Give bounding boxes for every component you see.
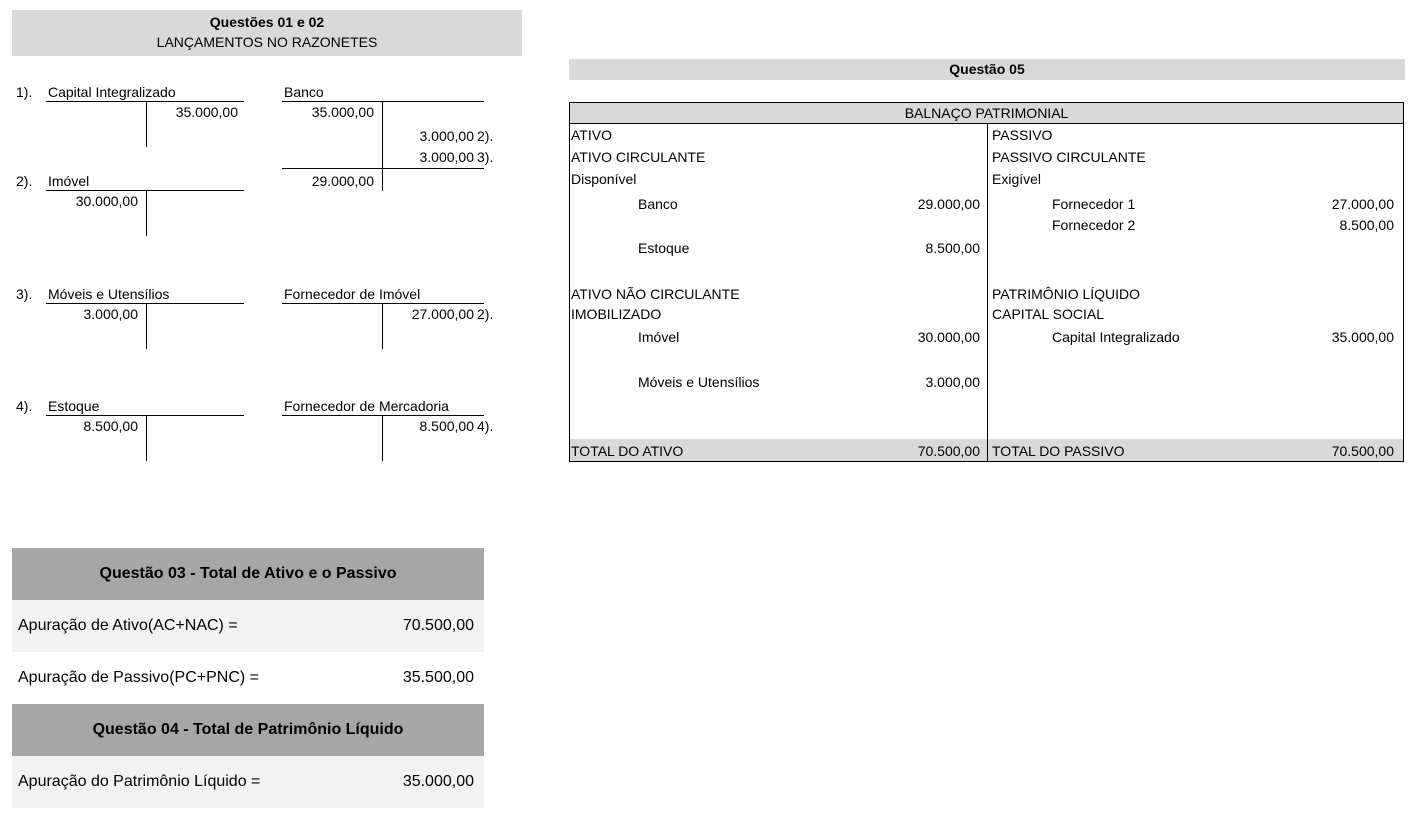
bs-estoque: Estoque — [638, 240, 690, 256]
taccount-banco-credit-2: 3.000,00 — [419, 149, 474, 165]
q03-passivo-label: Apuração de Passivo(PC+PNC) = — [18, 669, 259, 686]
taccount-estoque-divider — [146, 415, 147, 461]
q03-ativo-row — [12, 600, 484, 652]
bs-banco: Banco — [638, 196, 678, 212]
q03-passivo-row — [12, 652, 484, 704]
q04-header: Questão 04 - Total de Patrimônio Líquido — [12, 704, 484, 756]
bs-ativo-circulante: ATIVO CIRCULANTE — [571, 149, 706, 165]
q03-ativo-label: Apuração de Ativo(AC+NAC) = — [18, 617, 238, 634]
taccount-forn-merc-name: Fornecedor de Mercadoria — [284, 398, 449, 414]
bs-total-ativo-value: 70.500,00 — [917, 443, 980, 459]
taccount-imovel-divider — [146, 190, 147, 236]
bs-banco-value: 29.000,00 — [917, 196, 980, 212]
entry-number-2: 2). — [16, 173, 33, 189]
taccount-imovel-name: Imóvel — [48, 173, 90, 189]
taccount-moveis-line — [46, 303, 244, 304]
taccount-forn-imovel-divider — [382, 303, 383, 349]
bs-passivo-circulante: PASSIVO CIRCULANTE — [992, 149, 1146, 165]
taccount-banco-ref-2: 3). — [477, 149, 494, 165]
bs-capital-integralizado: Capital Integralizado — [1052, 329, 1180, 345]
bs-fornecedor-1-value: 27.000,00 — [1331, 196, 1394, 212]
bs-fornecedor-1: Fornecedor 1 — [1052, 196, 1136, 212]
q05-header: Questão 05 — [569, 59, 1405, 80]
bs-total-passivo: TOTAL DO PASSIVO — [992, 443, 1125, 459]
taccount-forn-imovel-name: Fornecedor de Imóvel — [284, 286, 421, 302]
taccount-forn-imovel-credit: 27.000,00 — [411, 306, 474, 322]
bs-ativo: ATIVO — [571, 127, 612, 143]
bs-exigivel: Exigível — [992, 171, 1042, 187]
taccount-capital-credit: 35.000,00 — [175, 104, 238, 120]
entry-number-3: 3). — [16, 286, 33, 302]
bs-moveis-value: 3.000,00 — [925, 374, 980, 390]
bs-patrimonio-liquido: PATRIMÔNIO LÍQUIDO — [992, 286, 1141, 302]
balance-sheet-title: BALNAÇO PATRIMONIAL — [570, 103, 1403, 123]
bs-total-passivo-value: 70.500,00 — [1331, 443, 1394, 459]
q04-pl-value: 35.000,00 — [402, 773, 474, 790]
taccount-capital-name: Capital Integralizado — [48, 84, 176, 100]
entry-number-4: 4). — [16, 398, 33, 414]
q03-q04-panel — [12, 548, 484, 808]
taccount-forn-merc-credit: 8.500,00 — [419, 418, 474, 434]
taccount-capital-line — [46, 101, 244, 102]
taccount-forn-imovel-line — [282, 303, 484, 304]
taccount-forn-imovel-ref: 2). — [477, 306, 494, 322]
bs-capital-integralizado-value: 35.000,00 — [1331, 329, 1394, 345]
q0102-header — [12, 10, 522, 56]
taccount-banco-balance: 29.000,00 — [311, 173, 374, 189]
taccount-imovel-line — [46, 190, 244, 191]
bs-fornecedor-2: Fornecedor 2 — [1052, 217, 1136, 233]
taccount-banco-name: Banco — [284, 84, 324, 100]
q0102-title: Questões 01 e 02 — [209, 14, 325, 30]
taccount-banco-line — [282, 101, 484, 102]
q0102-subtitle: LANÇAMENTOS NO RAZONETES — [156, 34, 378, 50]
q03-ativo-value: 70.500,00 — [402, 617, 474, 634]
balance-sheet-divider — [987, 123, 988, 462]
bs-imobilizado: IMOBILIZADO — [571, 306, 662, 322]
bs-total-divider — [987, 439, 988, 461]
taccount-banco-ref-1: 2). — [477, 128, 494, 144]
taccount-forn-merc-ref: 4). — [477, 418, 494, 434]
bs-passivo: PASSIVO — [992, 127, 1053, 143]
bs-imovel-value: 30.000,00 — [917, 329, 980, 345]
taccount-capital-divider — [146, 101, 147, 147]
bs-capital-social: CAPITAL SOCIAL — [992, 306, 1105, 322]
taccount-banco-divider — [382, 101, 383, 191]
taccount-moveis-divider — [146, 303, 147, 349]
bs-estoque-value: 8.500,00 — [925, 240, 980, 256]
taccount-banco-total-line — [282, 168, 484, 169]
taccount-moveis-debit: 3.000,00 — [83, 306, 138, 322]
taccount-imovel-debit: 30.000,00 — [75, 193, 138, 209]
q03-header: Questão 03 - Total de Ativo e o Passivo — [12, 548, 484, 600]
taccount-banco-debit: 35.000,00 — [311, 104, 374, 120]
bs-fornecedor-2-value: 8.500,00 — [1339, 217, 1394, 233]
entry-number-1: 1). — [16, 84, 33, 100]
taccount-estoque-debit: 8.500,00 — [83, 418, 138, 434]
bs-ativo-nao-circulante: ATIVO NÃO CIRCULANTE — [571, 286, 740, 302]
q04-pl-row — [12, 756, 484, 808]
bs-disponivel: Disponível — [571, 171, 637, 187]
taccount-forn-merc-line — [282, 415, 484, 416]
bs-moveis: Móveis e Utensílios — [638, 374, 760, 390]
taccount-estoque-name: Estoque — [48, 398, 100, 414]
taccount-banco-credit-1: 3.000,00 — [419, 128, 474, 144]
q04-pl-label: Apuração do Patrimônio Líquido = — [18, 773, 261, 790]
taccount-estoque-line — [46, 415, 244, 416]
q03-passivo-value: 35.500,00 — [402, 669, 474, 686]
bs-imovel: Imóvel — [638, 329, 680, 345]
bs-total-ativo: TOTAL DO ATIVO — [571, 443, 684, 459]
taccount-moveis-name: Móveis e Utensílios — [48, 286, 170, 302]
taccount-forn-merc-divider — [382, 415, 383, 461]
